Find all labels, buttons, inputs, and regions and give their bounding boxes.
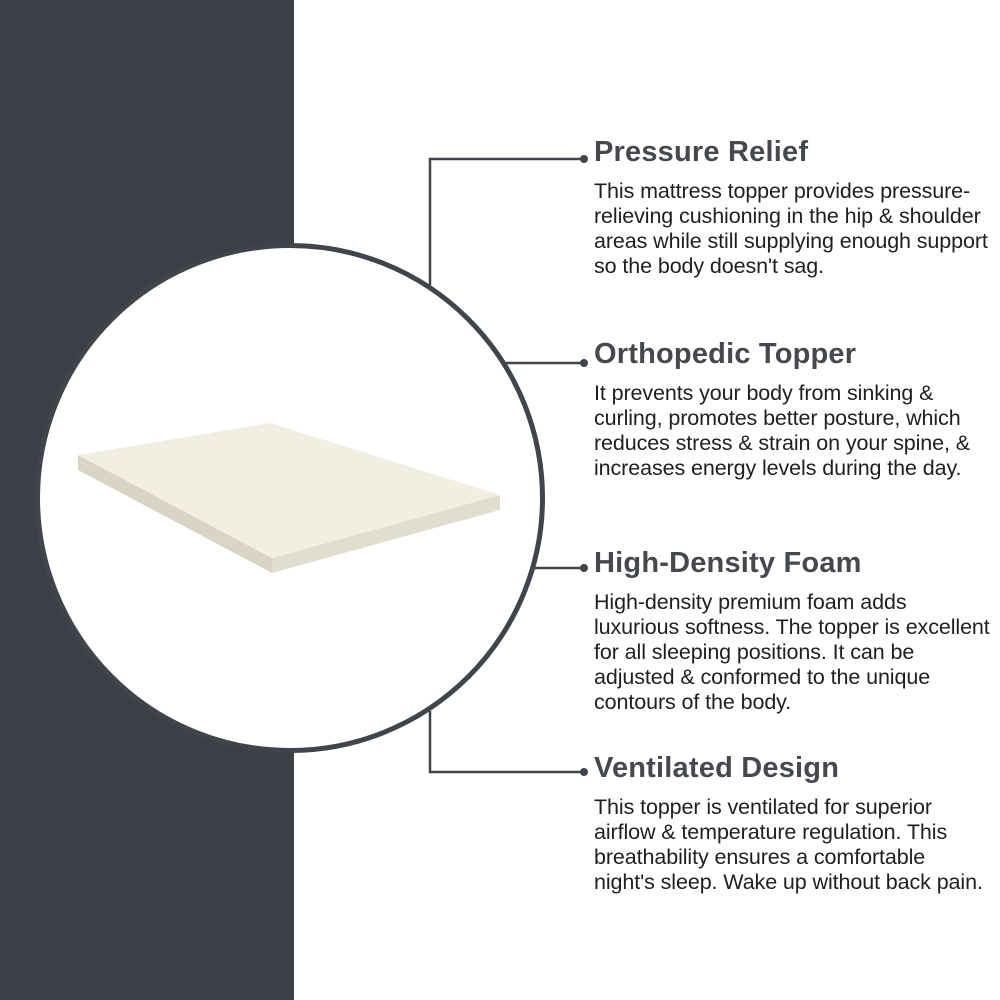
feature-section-ventilated-design [594, 752, 990, 895]
connector-dot-ventilated-design [580, 768, 588, 776]
feature-description: This mattress topper provides pressure-relieving cushioning in the hip & shoulder areas while still supplying enough support so the body doesn't sag. [594, 179, 988, 278]
feature-description: It prevents your body from sinking & curling, promotes better posture, which reduces stress & strain on your spine, & increases energy levels during the day. [594, 381, 971, 480]
feature-description: High-density premium foam adds luxurious softness. The topper is excellent for all sleeping positions. It can be adjusted & conformed to the unique contours of the body. [594, 590, 990, 714]
product-image-circle [35, 243, 545, 753]
feature-section-pressure-relief [594, 136, 990, 279]
connector-line-pressure-relief [430, 159, 584, 285]
feature-title: Ventilated Design [594, 752, 840, 784]
connector-dot-orthopedic-topper [580, 359, 588, 367]
feature-title: High-Density Foam [594, 547, 862, 579]
connector-line-ventilated-design [430, 711, 584, 772]
feature-description: This topper is ventilated for superior airflow & temperature regulation. This breathability ensures a comfortable night's sleep. Wake up without back pain. [594, 795, 983, 894]
feature-title: Pressure Relief [594, 136, 809, 168]
feature-section-orthopedic-topper [594, 338, 990, 481]
feature-title: Orthopedic Topper [594, 338, 857, 370]
connector-dot-pressure-relief [580, 155, 588, 163]
connector-dot-high-density-foam [580, 564, 588, 572]
feature-section-high-density-foam [594, 547, 990, 715]
